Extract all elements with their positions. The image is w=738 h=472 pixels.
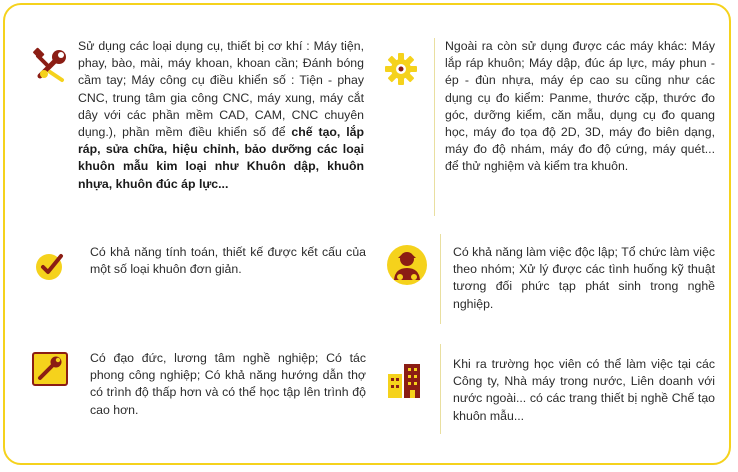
skill-text-career: Khi ra trường học viên có thể làm việc tại các Công ty, Nhà máy trong nước, Liên doanh với nước ngoài... có các trang thiết bị nghề Chế tạo khuôn mẫu...: [453, 357, 715, 423]
skill-text-teamwork: Có khả năng làm việc độc lập; Tổ chức làm việc theo nhóm; Xử lý được các tình huống kỹ thuật tương đối phức tạp phát sinh trong nghề nghiệp.: [453, 245, 715, 311]
skill-text-design: Có khả năng tính toán, thiết kế được kết cấu của một số loại khuôn đơn giản.: [90, 245, 366, 277]
wrench-hammer-icon: [32, 46, 72, 86]
buildings-icon: [386, 362, 422, 398]
skill-card-career: [440, 344, 718, 434]
gear-icon: [384, 52, 418, 86]
skill-card-ethics: [78, 340, 370, 424]
skill-card-design: [78, 234, 370, 304]
skill-text-other-machines: Ngoài ra còn sử dụng được các máy khác: Máy lắp ráp khuôn; Máy dập, đúc áp lực, máy phun - ép - đùn nhựa, máy ép cao su cũng như các dụng cụ đo kiểm: Panme, thước cặp, thước đo góc, dưỡng kiểm, căn mẫu, dụng cụ đo quang học, máy đo tọa độ 2D, 3D, máy đo biên dạng, máy đo độ nhám, máy đo độ cứng, máy quét... để thử nghiệm và kiểm tra khuôn.: [445, 39, 715, 174]
check-circle-icon: [34, 250, 66, 282]
skill-card-machining: [78, 38, 370, 216]
skill-card-teamwork: [440, 234, 718, 324]
wrench-box-icon: [32, 352, 68, 386]
skill-text-machining: Sử dụng các loại dụng cụ, thiết bị cơ khí : Máy tiện, phay, bào, mài, máy khoan, khoan cần; Đánh bóng cầm tay; Máy công cụ điều khiển số : Tiện - phay CNC, trung tâm gia công CNC, máy xung, máy cắt dây với các phần mềm CAD, CAM, CNC chuyên dụng.), phần mềm điều khiển số để chế tạo, lắp ráp, sửa chữa, hiệu chỉnh, bảo dưỡng các loại khuôn mẫu kim loại như Khuôn dập, khuôn nhựa, khuôn đúc áp lực...: [78, 39, 364, 191]
worker-gears-icon: [386, 244, 428, 286]
skill-card-other-machines: [434, 38, 718, 216]
skill-text-ethics: Có đạo đức, lương tâm nghề nghiệp; Có tác phong công nghiệp; Có khả năng hướng dẫn thợ có trình độ thấp hơn và có thể học tập lên trình độ cao hơn.: [90, 351, 366, 417]
